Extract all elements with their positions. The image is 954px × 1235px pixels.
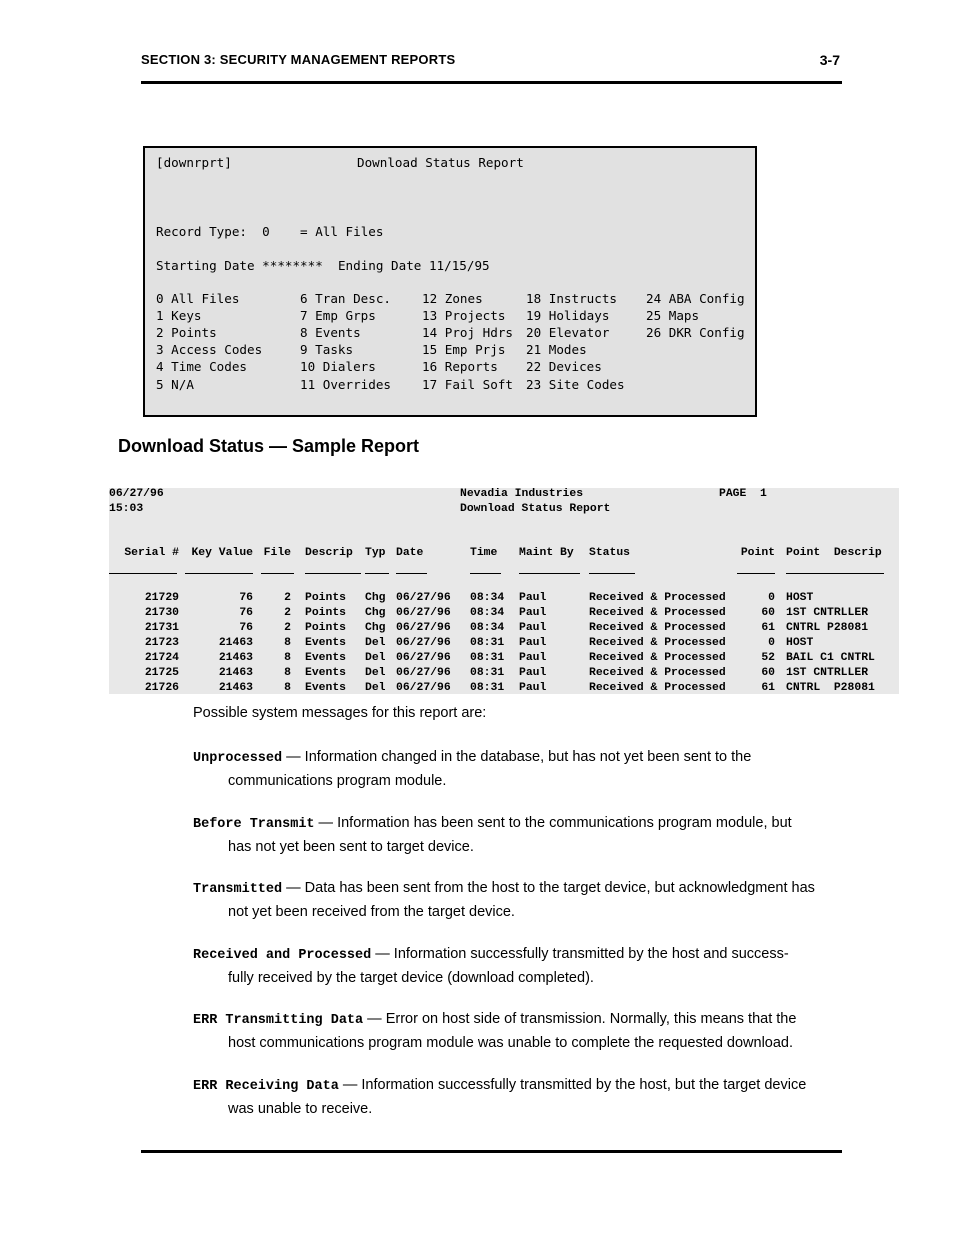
screen-menu-item: 4 Time Codes <box>156 359 247 375</box>
table-cell: Received & Processed <box>589 637 726 649</box>
table-cell: 21723 <box>144 637 179 649</box>
message-description: — Information successfully transmitted by the host, but the target device <box>338 1077 807 1093</box>
table-cell: 06/27/96 <box>396 667 451 679</box>
sample-report <box>109 488 899 694</box>
report-header-underline <box>737 573 775 575</box>
table-cell: 60 <box>761 667 775 679</box>
report-header-underline <box>470 573 501 575</box>
table-cell: Del <box>365 682 386 694</box>
table-cell: 06/27/96 <box>396 607 451 619</box>
report-company: Nevadia Industries <box>460 488 584 500</box>
screen-menu-item: 12 Zones <box>422 291 483 306</box>
report-header-underline <box>109 573 177 575</box>
report-header-underline <box>396 573 427 575</box>
table-cell: Chg <box>365 607 386 619</box>
table-cell: 08:34 <box>470 592 505 604</box>
table-cell: Points <box>305 607 347 619</box>
table-cell: 21731 <box>144 622 179 634</box>
message-term: Before Transmit <box>193 816 315 832</box>
message-term: Transmitted <box>193 882 283 898</box>
table-row <box>109 682 899 694</box>
table-cell: Chg <box>365 622 386 634</box>
message-description: — Information changed in the database, but has not yet been sent to the <box>282 749 752 765</box>
page-number: 3-7 <box>819 52 840 68</box>
report-column-header: Serial # <box>124 547 179 559</box>
screen-menu-item: 17 Fail Soft <box>422 376 513 392</box>
table-cell: 21730 <box>144 607 179 619</box>
message-description-continued: was unable to receive. <box>228 1101 373 1117</box>
table-cell: 06/27/96 <box>396 637 451 649</box>
message-description-continued: host communications program module was unable to complete the requested download. <box>228 1035 794 1052</box>
message-description: — Data has been sent from the host to the target device, but acknowledgment has <box>282 880 815 897</box>
terminal-screen <box>143 146 757 417</box>
report-header-underline <box>261 573 294 575</box>
table-cell: 61 <box>761 622 775 634</box>
table-cell: Received & Processed <box>589 667 726 679</box>
table-cell: Received & Processed <box>589 622 726 634</box>
screen-menu-item: 16 Reports <box>422 359 498 375</box>
screen-menu-item: 22 Devices <box>526 359 602 375</box>
table-cell: Events <box>305 637 347 649</box>
report-column-header: Descrip <box>305 547 353 559</box>
table-cell: HOST <box>786 637 814 649</box>
screen-menu-item: 2 Points <box>156 325 217 341</box>
screen-menu-item: 0 All Files <box>156 291 240 306</box>
table-row <box>109 607 899 622</box>
screen-menu-item: 9 Tasks <box>300 342 354 358</box>
table-cell: CNTRL P28081 <box>786 682 875 694</box>
table-cell: 08:31 <box>470 652 505 664</box>
table-cell: 52 <box>761 652 775 664</box>
table-cell: Del <box>365 652 386 664</box>
screen-menu-item: 15 Emp Prjs <box>422 342 506 358</box>
message-description-continued: not yet been received from the target device. <box>228 904 515 921</box>
message-description-continued: communications program module. <box>228 773 447 789</box>
table-cell: Events <box>305 652 347 664</box>
message-term: Unprocessed <box>193 751 283 766</box>
table-cell: Points <box>305 592 347 604</box>
table-cell: 76 <box>239 607 253 619</box>
screen-menu-item: 11 Overrides <box>300 376 391 392</box>
table-cell: 21724 <box>144 652 179 664</box>
table-cell: Paul <box>519 637 547 649</box>
table-row <box>109 592 899 607</box>
table-cell: 21463 <box>218 682 253 694</box>
report-page: PAGE 1 <box>719 488 767 500</box>
table-cell: 21463 <box>218 652 253 664</box>
report-column-header: Point Descrip <box>786 547 882 559</box>
screen-menu-item: 25 Maps <box>646 308 700 324</box>
table-cell: 1ST CNTRLLER <box>786 607 869 619</box>
system-message <box>193 943 839 989</box>
table-cell: 0 <box>768 637 775 649</box>
table-cell: 8 <box>284 637 291 649</box>
table-cell: 08:31 <box>470 667 505 679</box>
table-cell: 2 <box>284 622 291 634</box>
table-cell: 76 <box>239 622 253 634</box>
table-cell: Received & Processed <box>589 607 726 619</box>
system-message <box>193 877 839 923</box>
report-date: 06/27/96 <box>109 488 164 500</box>
report-column-header: Maint By <box>519 547 574 559</box>
screen-menu-item: 14 Proj Hdrs <box>422 325 513 341</box>
table-cell: Paul <box>519 622 547 634</box>
system-message <box>193 1074 839 1120</box>
report-header-underline <box>589 573 635 575</box>
table-cell: 61 <box>761 682 775 694</box>
report-time: 15:03 <box>109 503 144 515</box>
table-cell: Paul <box>519 607 547 619</box>
table-cell: Received & Processed <box>589 592 726 604</box>
screen-menu-item: 26 DKR Config <box>646 325 745 341</box>
table-cell: 08:34 <box>470 607 505 619</box>
screen-record-type: Record Type: 0 = All Files <box>156 224 384 239</box>
table-cell: Events <box>305 667 347 679</box>
table-cell: 21463 <box>218 637 253 649</box>
table-cell: 8 <box>284 652 291 664</box>
messages-intro: Possible system messages for this report are: <box>193 705 487 721</box>
screen-menu-item: 5 N/A <box>156 376 194 392</box>
table-cell: 2 <box>284 592 291 604</box>
table-cell: 8 <box>284 682 291 694</box>
report-title: Download Status Report <box>460 503 611 515</box>
table-cell: Paul <box>519 592 547 604</box>
table-cell: Paul <box>519 667 547 679</box>
table-cell: 1ST CNTRLLER <box>786 667 869 679</box>
report-column-header: Status <box>589 547 631 559</box>
table-cell: 0 <box>768 592 775 604</box>
screen-menu-item: 10 Dialers <box>300 359 376 375</box>
table-cell: Paul <box>519 652 547 664</box>
screen-menu-item: 8 Events <box>300 325 361 341</box>
table-cell: Points <box>305 622 347 634</box>
table-cell: 21725 <box>144 667 179 679</box>
table-cell: 21729 <box>144 592 179 604</box>
report-column-header: Point <box>740 547 775 559</box>
screen-menu-item: 1 Keys <box>156 308 202 324</box>
system-message <box>193 746 839 792</box>
table-row <box>109 667 899 682</box>
message-term: ERR Transmitting Data <box>193 1013 364 1029</box>
table-row <box>109 622 899 637</box>
report-header-underline <box>786 573 884 575</box>
screen-menu-item: 20 Elevator <box>526 325 610 341</box>
message-term: ERR Receiving Data <box>193 1079 339 1094</box>
screen-menu-item: 23 Site Codes <box>526 376 625 392</box>
screen-title: Download Status Report <box>357 155 524 170</box>
table-row <box>109 652 899 667</box>
footer-rule <box>141 1150 842 1153</box>
table-cell: Events <box>305 682 347 694</box>
message-term: Received and Processed <box>193 947 372 963</box>
screen-menu-item: 19 Holidays <box>526 308 610 324</box>
table-cell: 21726 <box>144 682 179 694</box>
table-cell: 08:31 <box>470 637 505 649</box>
message-description-continued: has not yet been sent to target device. <box>228 838 474 855</box>
table-cell: Chg <box>365 592 386 604</box>
table-cell: 8 <box>284 667 291 679</box>
message-description: — Error on host side of transmission. Normally, this means that the <box>363 1011 797 1028</box>
message-description: — Information successfully transmitted by the host and success- <box>371 945 789 962</box>
table-cell: 06/27/96 <box>396 682 451 694</box>
table-row <box>109 637 899 652</box>
table-cell: 06/27/96 <box>396 652 451 664</box>
report-header-underline <box>305 573 361 575</box>
system-message <box>193 812 839 858</box>
screen-menu-item: 21 Modes <box>526 342 587 358</box>
page-header <box>141 52 842 72</box>
screen-menu-item: 24 ABA Config <box>646 291 745 306</box>
message-description-continued: fully received by the target device (download completed). <box>228 969 594 986</box>
table-cell: 08:31 <box>470 682 505 694</box>
table-cell: Paul <box>519 682 547 694</box>
screen-menu-item: 7 Emp Grps <box>300 308 376 324</box>
report-column-header: File <box>263 547 291 559</box>
figure-caption: Download Status — Sample Report <box>118 436 420 456</box>
screen-menu-item: 6 Tran Desc. <box>300 291 391 306</box>
system-message <box>193 1008 839 1054</box>
header-rule <box>141 81 842 84</box>
report-header-underline <box>519 573 580 575</box>
table-cell: 76 <box>239 592 253 604</box>
table-cell: BAIL C1 CNTRL <box>786 652 875 664</box>
table-cell: Del <box>365 667 386 679</box>
screen-menu-item: 13 Projects <box>422 308 506 324</box>
screen-menu-item: 18 Instructs <box>526 291 617 306</box>
table-cell: HOST <box>786 592 814 604</box>
report-column-header: Typ <box>365 547 386 559</box>
message-description: — Information has been sent to the communications program module, but <box>314 814 792 831</box>
table-cell: 60 <box>761 607 775 619</box>
report-header-underline <box>365 573 389 575</box>
table-cell: 08:34 <box>470 622 505 634</box>
table-cell: CNTRL P28081 <box>786 622 869 634</box>
table-cell: Received & Processed <box>589 682 726 694</box>
report-column-header: Date <box>396 547 424 559</box>
table-cell: Del <box>365 637 386 649</box>
report-column-header: Time <box>470 547 498 559</box>
table-cell: 06/27/96 <box>396 622 451 634</box>
screen-date-range: Starting Date ******** Ending Date 11/15/95 <box>156 258 490 273</box>
table-cell: Received & Processed <box>589 652 726 664</box>
table-cell: 21463 <box>218 667 253 679</box>
table-cell: 06/27/96 <box>396 592 451 604</box>
section-title: SECTION 3: SECURITY MANAGEMENT REPORTS <box>141 52 456 67</box>
report-header-underline <box>185 573 253 575</box>
screen-menu-item: 3 Access Codes <box>156 342 263 358</box>
screen-program-name: [downrprt] <box>156 155 232 170</box>
report-column-header: Key Value <box>191 547 253 559</box>
table-cell: 2 <box>284 607 291 619</box>
